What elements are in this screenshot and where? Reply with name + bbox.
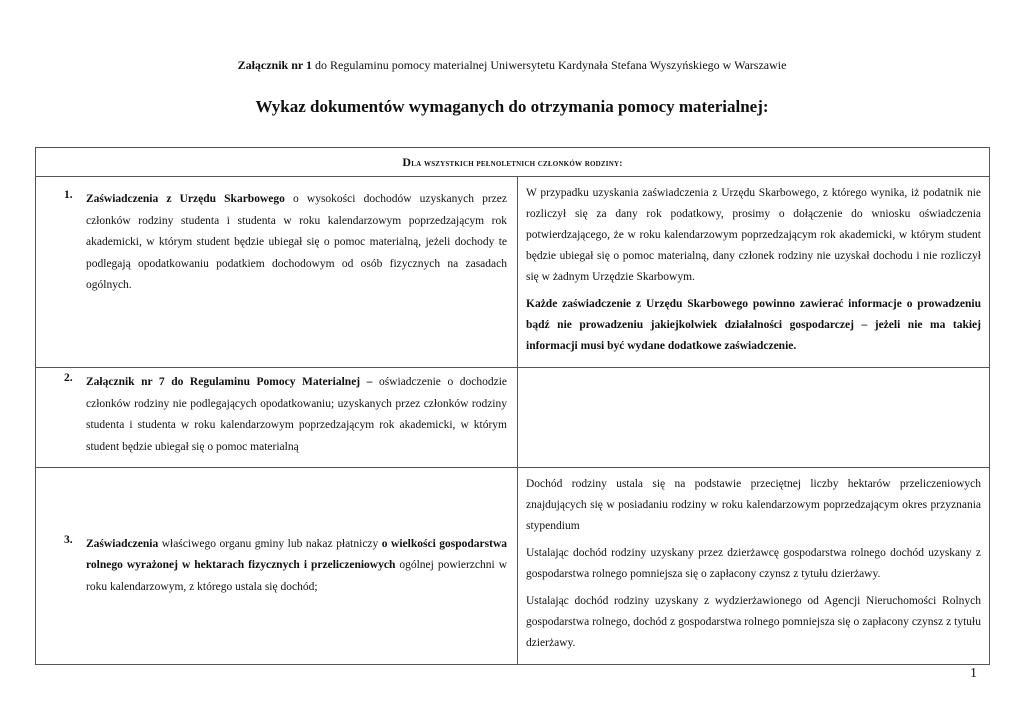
table-row	[36, 368, 990, 468]
document-title: Wykaz dokumentów wymaganych do otrzymania pomocy materialnej:	[255, 97, 769, 116]
row-3-bold: Zaświadczenia	[86, 537, 159, 550]
table-header-initial: D	[402, 154, 412, 169]
row-2-text: oświadczenie o dochodzie członków rodziny nie podlegających opodatkowaniu; uzyskanych przez członków rodziny studenta i studenta w roku kalendarzowym poprzedzającym rok akademicki, w którym student będzie ubiegał się o pomoc materialną	[86, 376, 507, 453]
table-row	[36, 177, 990, 368]
row-3-description	[86, 534, 507, 599]
row-3-number: 3.	[64, 533, 73, 546]
attachment-description: do Regulaminu pomocy materialnej Uniwersytetu Kardynała Stefana Wyszyńskiego w Warszawie	[312, 58, 787, 72]
row-1-text: o wysokości dochodów uzyskanych przez członków rodziny studenta i studenta w roku kalendarzowym poprzedzającym rok akademicki, w którym student będzie ubiegał się o pomoc materialną, jeżeli dochody te podlegają opodatkowaniu podatkiem dochodowym od osób fizycznych na zasadach ogólnych.	[86, 193, 507, 291]
attachment-line	[0, 58, 1024, 73]
page-number: 1	[970, 666, 977, 681]
table-header	[36, 148, 990, 177]
row-1-bold: Zaświadczenia z Urzędu Skarbowego	[86, 193, 285, 205]
row-2-right-cell	[518, 368, 990, 468]
row-3-bold-2: o wielkości gospodarstwa rolnego wyrażonej w hektarach fizycznych i przeliczeniowych	[86, 537, 508, 572]
row-3-note-2: Ustalając dochód rodziny uzyskany przez dzierżawcę gospodarstwa rolnego dochód uzyskany z gospodarstwa rolnego pomniejsza się o zapłacony czynsz z tytułu dzierżawy.	[526, 547, 981, 580]
row-1-number: 1.	[64, 189, 73, 201]
attachment-label: Załącznik nr 1	[237, 58, 313, 72]
row-1-note-2: Każde zaświadczenie z Urzędu Skarbowego powinno zawierać informacje o prowadzeniu bądź nie prowadzeniu jakiejkolwiek działalności gospodarczej – jeżeli nie ma takiej informacji musi być wydane dodatkowe zaświadczenie.	[526, 298, 981, 352]
row-2-number: 2.	[64, 372, 73, 384]
row-3-right-cell	[518, 468, 990, 665]
row-1-note-1: W przypadku uzyskania zaświadczenia z Urzędu Skarbowego, z którego wynika, iż podatnik nie rozliczył się za dany rok podatkowy, prosimy o dołączenie do wniosku oświadczenia potwierdzającego, że w roku kalendarzowym poprzedzającym rok akademicki, w którym student będzie ubiegał się o pomoc materialną, dany członek rodziny nie uzyskał dochodu i nie rozliczył się w żadnym Urzędzie Skarbowym.	[526, 187, 981, 283]
row-1-description	[86, 189, 507, 297]
table-header-text: la wszystkich pełnoletnich członków rodziny:	[411, 158, 623, 169]
row-1-left-cell	[36, 177, 518, 368]
row-2-bold: Załącznik nr 7 do Regulaminu Pomocy Materialnej –	[86, 376, 373, 388]
row-3-left-cell	[36, 468, 518, 665]
row-3-note-3: Ustalając dochód rodziny uzyskany z wydzierżawionego od Agencji Nieruchomości Rolnych gospodarstwa rolnego, dochód z gospodarstwa rolnego pomniejsza się o zapłacony czynsz z tytułu dzierżawy.	[526, 595, 981, 649]
row-3-text: właściwego organu gminy lub nakaz płatniczy	[158, 537, 382, 550]
documents-table	[35, 147, 990, 665]
row-2-left-cell	[36, 368, 518, 468]
row-1-right-cell	[518, 177, 990, 368]
row-3-note-1: Dochód rodziny ustala się na podstawie przeciętnej liczby hektarów przeliczeniowych znajdujących się w posiadaniu rodziny w roku kalendarzowym poprzedzającym okres przyznania stypendium	[526, 478, 981, 532]
row-2-description	[86, 372, 507, 458]
table-row	[36, 468, 990, 665]
row-3-text-2: ogólnej powierzchni w roku kalendarzowym, z którego ustala się dochód;	[86, 559, 507, 593]
